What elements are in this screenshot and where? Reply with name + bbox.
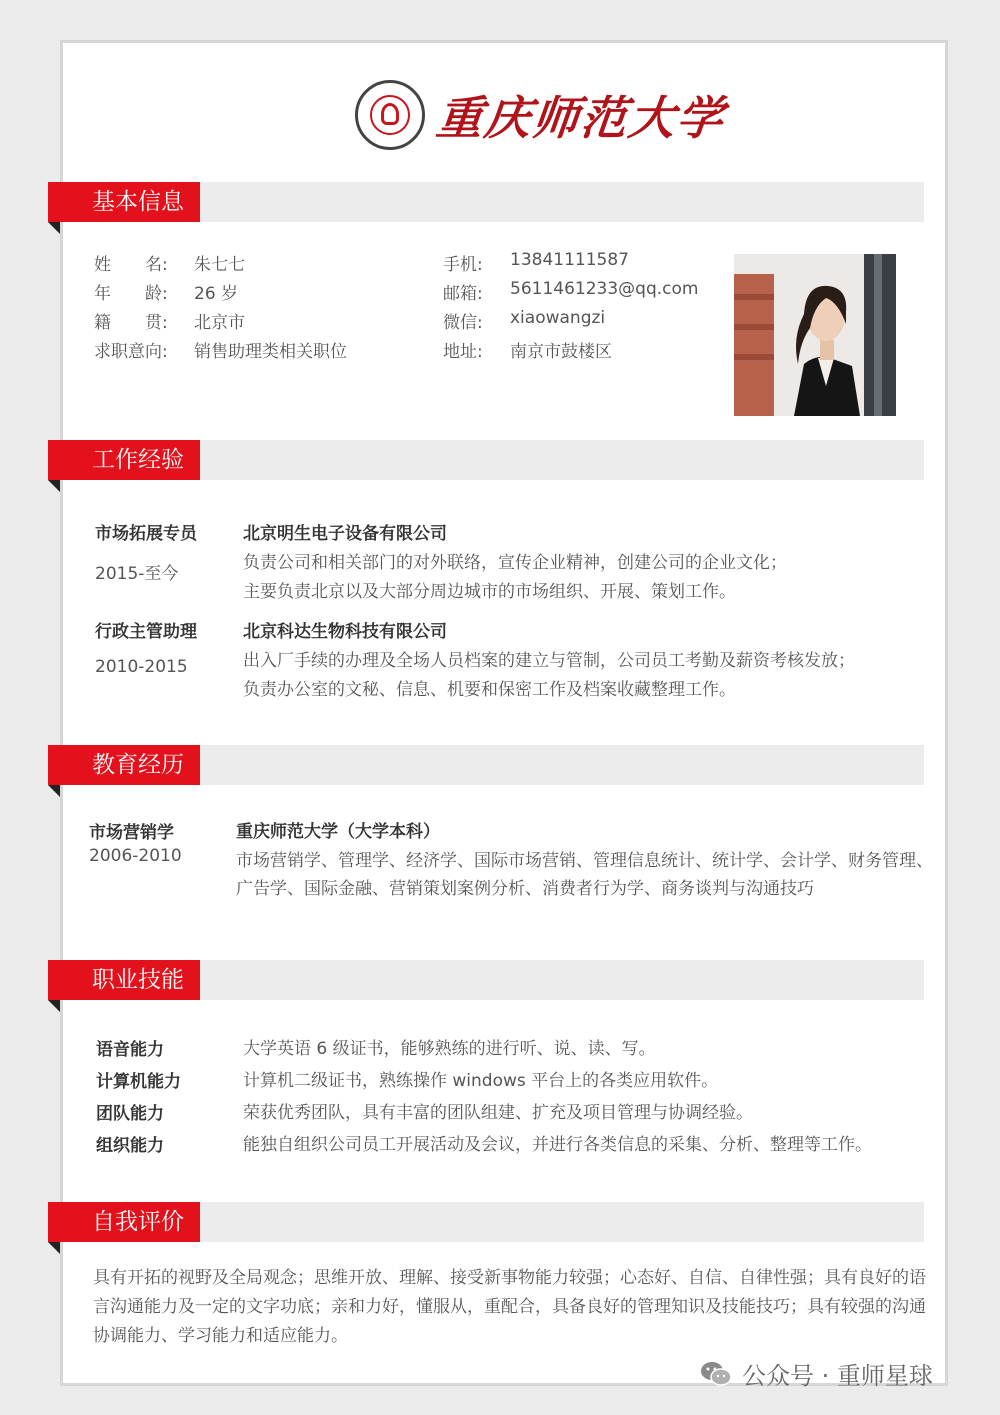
wechat-icon	[700, 1360, 732, 1388]
work-role: 市场拓展专员	[95, 524, 197, 544]
intent-label: 求职意向:	[94, 342, 168, 362]
name-label: 姓 名:	[94, 255, 168, 275]
section-title-work: 工作经验	[48, 440, 200, 480]
skill-desc: 能独自组织公司员工开展活动及会议，并进行各类信息的采集、分析、整理等工作。	[243, 1135, 872, 1155]
address-label: 地址:	[443, 342, 483, 362]
edu-school: 重庆师范大学（大学本科）	[236, 822, 440, 842]
email-value: 5611461233@qq.com	[510, 279, 699, 299]
edu-courses: 广告学、国际金融、营销策划案例分析、消费者行为学、商务谈判与沟通技巧	[236, 879, 814, 899]
skill-name: 组织能力	[96, 1136, 164, 1156]
wechat-label: 微信:	[443, 313, 483, 333]
university-seal-icon	[355, 80, 425, 150]
work-company: 北京明生电子设备有限公司	[243, 524, 447, 544]
work-role: 行政主管助理	[95, 622, 197, 642]
origin-value: 北京市	[194, 313, 245, 333]
work-company: 北京科达生物科技有限公司	[243, 622, 447, 642]
university-logo	[355, 80, 728, 150]
age-label: 年 龄:	[94, 284, 168, 304]
section-bar-education	[48, 745, 924, 785]
work-duty: 负责公司和相关部门的对外联络，宣传企业精神，创建公司的企业文化；	[243, 553, 787, 573]
email-label: 邮箱:	[443, 284, 483, 304]
phone-value: 13841111587	[510, 250, 629, 270]
work-duty: 负责办公室的文秘、信息、机要和保密工作及档案收藏整理工作。	[243, 680, 736, 700]
wechat-value: xiaowangzi	[510, 308, 606, 328]
skill-name: 团队能力	[96, 1104, 164, 1124]
self-eval-text: 协调能力、学习能力和适应能力。	[93, 1326, 348, 1346]
work-period: 2010-2015	[95, 657, 188, 677]
university-name: 重庆师范大学	[433, 91, 728, 145]
skill-desc: 荣获优秀团队，具有丰富的团队组建、扩充及项目管理与协调经验。	[243, 1103, 753, 1123]
section-title-basic: 基本信息	[48, 182, 200, 222]
resume-page	[60, 40, 948, 1386]
phone-label: 手机:	[443, 255, 483, 275]
work-duty: 出入厂手续的办理及全场人员档案的建立与管制，公司员工考勤及薪资考核发放；	[243, 651, 855, 671]
self-eval-text: 具有开拓的视野及全局观念；思维开放、理解、接受新事物能力较强；心态好、自信、自律性强；具有良好的语	[93, 1268, 926, 1288]
age-value: 26 岁	[194, 284, 239, 304]
section-bar-skills	[48, 960, 924, 1000]
work-duty: 主要负责北京以及大部分周边城市的市场组织、开展、策划工作。	[243, 582, 736, 602]
section-bar-basic	[48, 182, 924, 222]
profile-photo	[734, 254, 896, 416]
wechat-watermark	[700, 1356, 933, 1391]
name-value: 朱七七	[194, 255, 245, 275]
origin-label: 籍 贯:	[94, 313, 168, 333]
skill-name: 计算机能力	[96, 1072, 181, 1092]
section-title-skills: 职业技能	[48, 960, 200, 1000]
intent-value: 销售助理类相关职位	[194, 342, 347, 362]
section-title-education: 教育经历	[48, 745, 200, 785]
edu-major: 市场营销学	[89, 823, 174, 843]
edu-courses: 市场营销学、管理学、经济学、国际市场营销、管理信息统计、统计学、会计学、财务管理、	[236, 851, 933, 871]
section-title-self: 自我评价	[48, 1202, 200, 1242]
address-value: 南京市鼓楼区	[510, 342, 612, 362]
skill-desc: 计算机二级证书，熟练操作 windows 平台上的各类应用软件。	[243, 1071, 719, 1091]
skill-desc: 大学英语 6 级证书，能够熟练的进行听、说、读、写。	[243, 1039, 656, 1059]
skill-name: 语音能力	[96, 1040, 164, 1060]
section-bar-work	[48, 440, 924, 480]
section-bar-self	[48, 1202, 924, 1242]
self-eval-text: 言沟通能力及一定的文字功底；亲和力好，懂服从，重配合，具备良好的管理知识及技能技巧；具有较强的沟通	[93, 1297, 926, 1317]
work-period: 2015-至今	[95, 564, 179, 584]
watermark-text: 公众号 · 重师星球	[742, 1362, 933, 1390]
edu-period: 2006-2010	[89, 846, 182, 866]
